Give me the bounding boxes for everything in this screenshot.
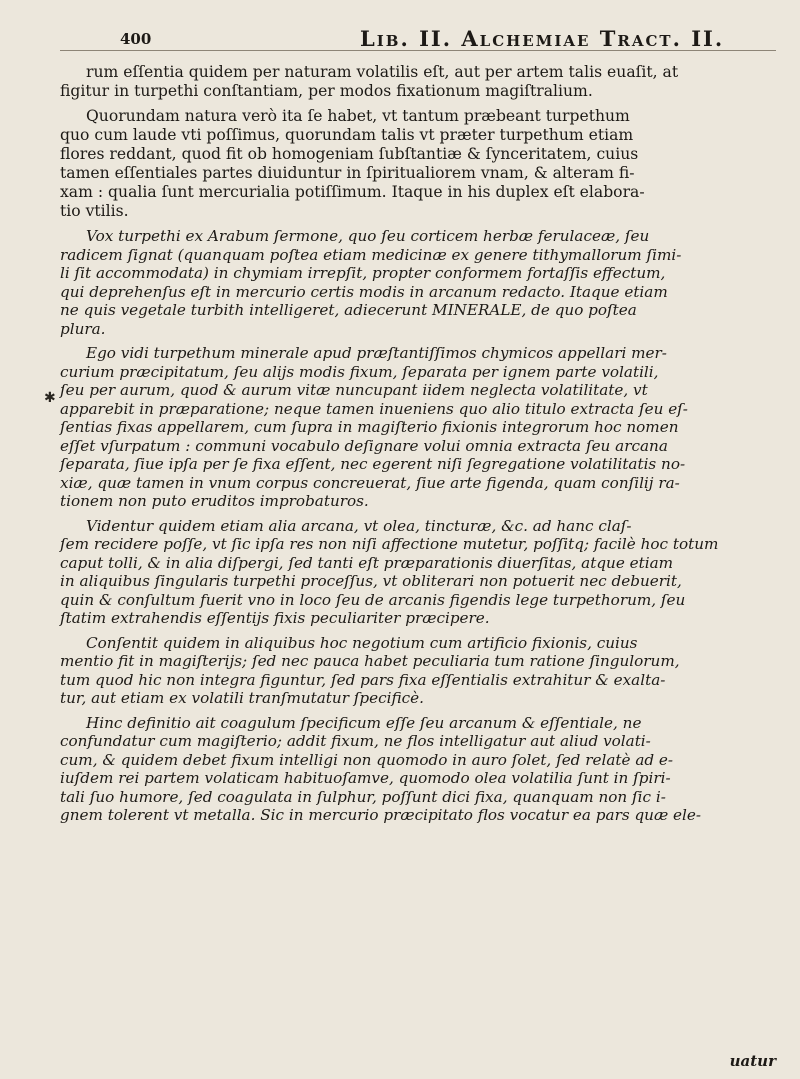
text-line: mentio fit in magiſterijs; ſed nec pauca habet peculiaria tum ratione ſingulorum,: [60, 652, 680, 670]
text-line: rum eſſentia quidem per naturam volatilis eſt, aut per artem talis euaſit, at: [86, 63, 679, 81]
text-line: Conſentit quidem in aliquibus hoc negotium cum artificio fixionis, cuius: [86, 633, 638, 652]
catchword: uatur: [729, 1052, 776, 1070]
paragraph: [60, 63, 776, 101]
text-line: tur, aut etiam ex volatili tranſmutatur ſpecificè.: [60, 689, 424, 707]
text-line: Ego vidi turpethum minerale apud præſtantiſſimos chymicos appellari mer-: [86, 344, 667, 362]
text-line: apparebit in præparatione; neque tamen inueniens quo alio titulo extracta ſeu eſ-: [60, 399, 688, 418]
text-line: xiæ, quæ tamen in vnum corpus concreuerat, ſiue arte figenda, quam conſilij ra-: [60, 473, 680, 492]
paragraph: [60, 634, 776, 708]
page-number: 400: [120, 30, 152, 48]
text-line: Vox turpethi ex Arabum ſermone, quo ſeu corticem herbæ ferulaceæ, ſeu: [86, 227, 650, 245]
text-line: tali ſuo humore, ſed coagulata in ſulphur, poſſunt dici fixa, quanquam non ſic i-: [60, 787, 666, 806]
text-line: caput tolli, & in alia diſpergi, ſed tanti eſt præparationis diuerſitas, atque etiam: [60, 553, 674, 572]
text-line: iuſdem rei partem volaticam habituoſamve, quomodo olea volatilia ſunt in ſpiri-: [60, 769, 671, 787]
text-line: tionem non puto eruditos improbaturos.: [60, 492, 369, 510]
text-line: plura.: [60, 319, 106, 338]
text-line: Hinc definitio ait coagulum ſpecificum eſſe ſeu arcanum & eſſentiale, ne: [86, 713, 642, 732]
text-line: ſeparata, ſiue ipſa per ſe fixa eſſent, nec egerent niſi ſegregatione volatilitatis no-: [60, 455, 686, 473]
text-line: tio vtilis.: [60, 202, 129, 220]
text-line: figitur in turpethi conſtantiam, per modos fixationum magiſtralium.: [60, 82, 593, 100]
text-line: quin & conſultum fuerit vno in loco ſeu de arcanis figendis lege turpethorum, ſeu: [60, 590, 686, 609]
text-line: ſtatim extrahendis eſſentijs fixis peculiariter præcipere.: [60, 609, 490, 627]
text-line: curium præcipitatum, ſeu alijs modis fixum, ſeparata per ignem parte volatili,: [60, 362, 659, 381]
text-line: li ſit accommodata) in chymiam irrepſit, propter conformem fortaſſis effectum,: [60, 264, 666, 282]
text-line: ſeu per aurum, quod & aurum vitæ nuncupant iidem neglecta volatilitate, vt: [60, 381, 648, 399]
text-line: Videntur quidem etiam alia arcana, vt olea, tincturæ, &c. ad hanc claſ-: [86, 516, 632, 535]
text-line: gnem tolerent vt metalla. Sic in mercurio præcipitato flos vocatur ea pars quæ ele-: [60, 806, 702, 824]
paragraph: [60, 517, 776, 628]
body-text: [60, 63, 776, 825]
text-line: tum quod hic non integra figuntur, ſed pars fixa eſſentialis extrahitur & exalta-: [60, 670, 666, 689]
text-line: ſem recidere poſſe, vt ſic ipſa res non niſi affectione mutetur, poſſitq; facilè hoc totum: [60, 535, 719, 553]
text-line: eſſet vſurpatum : communi vocabulo deſignare volui omnia extracta ſeu arcana: [60, 436, 668, 455]
text-line: Quorundam natura verò ita ſe habet, vt tantum præbeant turpethum: [86, 107, 630, 125]
text-line: radicem ſignat (quanquam poſtea etiam medicinæ ex genere tithymallorum ſimi-: [60, 245, 682, 264]
paragraph: [60, 344, 776, 511]
paragraph: [60, 107, 776, 221]
text-line: quo cum laude vti poſſimus, quorundam talis vt præter turpethum etiam: [60, 126, 634, 144]
text-line: in aliquibus ſingularis turpethi proceſſus, vt obliterari non potuerit nec debuerit,: [60, 572, 682, 590]
text-line: flores reddant, quod fit ob homogeniam ſubſtantiæ & ſynceritatem, cuius: [60, 145, 639, 163]
marginal-mark-icon: ✱: [44, 390, 56, 406]
text-line: confundatur cum magiſterio; addit fixum, ne flos intelligatur aut aliud volati-: [60, 732, 651, 750]
paragraph: [60, 227, 776, 338]
text-line: qui deprehenſus eſt in mercurio certis modis in arcanum redacto. Itaque etiam: [60, 282, 668, 301]
paragraph: [60, 714, 776, 825]
running-head: Lib. II. Alchemiae Tract. II.: [360, 26, 725, 51]
text-line: cum, & quidem debet fixum intelligi non quomodo in auro ſolet, ſed relatè ad e-: [60, 750, 674, 769]
text-line: ne quis vegetale turbith intelligeret, adiecerunt MINERALE, de quo poſtea: [60, 301, 637, 319]
text-line: xam : qualia ſunt mercurialia potiſſimum. Itaque in his duplex eſt elabora-: [60, 183, 645, 201]
page-header: [60, 10, 776, 51]
text-line: ſentias fixas appellarem, cum ſupra in magiſterio fixionis integrorum hoc nomen: [60, 418, 679, 436]
text-line: tamen eſſentiales partes diuiduntur in ſpiritualiorem vnam, & alteram fi-: [60, 164, 635, 182]
